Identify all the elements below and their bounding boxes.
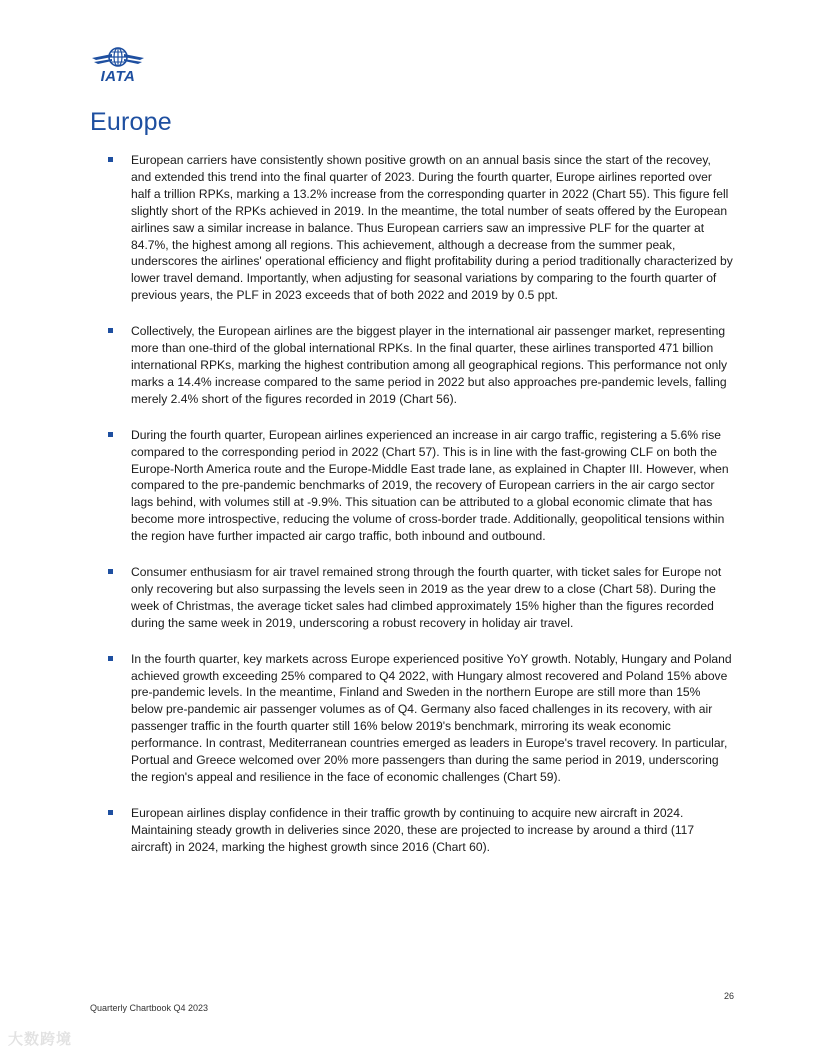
watermark: 大数跨境 xyxy=(8,1031,73,1048)
bullet-item xyxy=(108,651,734,786)
bullet-item xyxy=(108,805,734,856)
page-number: 26 xyxy=(723,991,734,1001)
bullet-text: Consumer enthusiasm for air travel remained strong through the fourth quarter, with ticket sales for Europe not only recovering but also surpassing the levels seen in 2019 as the year drew to a close (Chart 58). During the week of Christmas, the average ticket sales had climbed approximately 15% higher than the figures recorded during the same week in 2019, underscoring a robust recovery in holiday air travel. xyxy=(131,565,722,630)
bullet-text: European carriers have consistently shown positive growth on an annual basis since the start of the recovey, and extended this trend into the final quarter of 2023. During the fourth quarter, Europe airlines reported over half a trillion RPKs, marking a 13.2% increase from the corresponding quarter in 2022 (Chart 55). This figure fell slightly short of the RPKs achieved in 2019. In the meantime, the total number of seats offered by the European airlines saw a similar increase in balance. Thus European carriers saw an impressive PLF for the quarter at 84.7%, the highest among all regions. This achievement, although a decrease from the summer peak, underscores the airlines' operational efficiency and flight profitability during a period traditionally characterized by lower travel demand. Importantly, when adjusting for seasonal variations by comparing to the fourth quarter of previous years, the PLF in 2023 exceeds that of both 2022 and 2019 by 0.5 ppt. xyxy=(131,153,733,303)
bullet-list xyxy=(108,152,734,875)
bullet-text: Collectively, the European airlines are the biggest player in the international air passenger market, representing more than one-third of the global international RPKs. In the final quarter, these airlines transported 471 billion international RPKs, marking the highest contribution among all geographical regions. This performance not only marks a 14.4% increase compared to the same period in 2022 but also approaches pre-pandemic levels, falling merely 2.4% short of the figures recorded in 2019 (Chart 56). xyxy=(131,324,728,406)
bullet-text: In the fourth quarter, key markets across Europe experienced positive YoY growth. Notably, Hungary and Poland achieved growth exceeding 25% compared to Q4 2022, with Hungary almost recovered and Poland 15% above pre-pandemic levels. In the meantime, Finland and Sweden in the northern Europe are still more than 15% below pre-pandemic air passenger volumes as of Q4. Germany also faced challenges in its recovery, with air passenger traffic in the fourth quarter still 16% below 2019's benchmark, mirroring its weak economic performance. In contrast, Mediterranean countries emerged as leaders in Europe's travel recovery. In particular, Portual and Greece welcomed over 20% more passengers than during the same period in 2019, underscoring the region's appeal and resilience in the face of economic challenges (Chart 59). xyxy=(131,651,732,784)
logo-text: IATA xyxy=(100,68,136,85)
iata-logo xyxy=(90,46,146,86)
bullet-marker-icon xyxy=(108,810,113,815)
bullet-marker-icon xyxy=(108,432,113,437)
globe-icon xyxy=(90,46,146,70)
page-title: Europe xyxy=(90,108,172,136)
bullet-item xyxy=(108,323,734,408)
footer-label: Quarterly Chartbook Q4 2023 xyxy=(90,1003,209,1013)
bullet-marker-icon xyxy=(108,328,113,333)
bullet-text: During the fourth quarter, European airlines experienced an increase in air cargo traffic, registering a 5.6% rise compared to the corresponding period in 2022 (Chart 57). This is in line with the fast-growing CLF on both the Europe-North America route and the Europe-Middle East trade lane, as explained in Chapter III. However, when compared to the pre-pandemic benchmarks of 2019, the recovery of European carriers in the air cargo sector lags behind, with volumes still at -9.9%. This situation can be attributed to a global economic climate that has become more introspective, reducing the volume of cross-border trade. Additionally, geopolitical tensions within the region have further impacted air cargo traffic, both inbound and outbound. xyxy=(131,427,729,544)
bullet-item xyxy=(108,427,734,545)
bullet-marker-icon xyxy=(108,656,113,661)
bullet-item xyxy=(108,564,734,632)
bullet-item xyxy=(108,152,734,304)
bullet-marker-icon xyxy=(108,157,113,162)
bullet-text: European airlines display confidence in their traffic growth by continuing to acquire new aircraft in 2024. Maintaining steady growth in deliveries since 2020, these are projected to increase by around a third (117 aircraft) in 2024, marking the highest growth since 2016 (Chart 60). xyxy=(131,805,695,854)
bullet-marker-icon xyxy=(108,569,113,574)
